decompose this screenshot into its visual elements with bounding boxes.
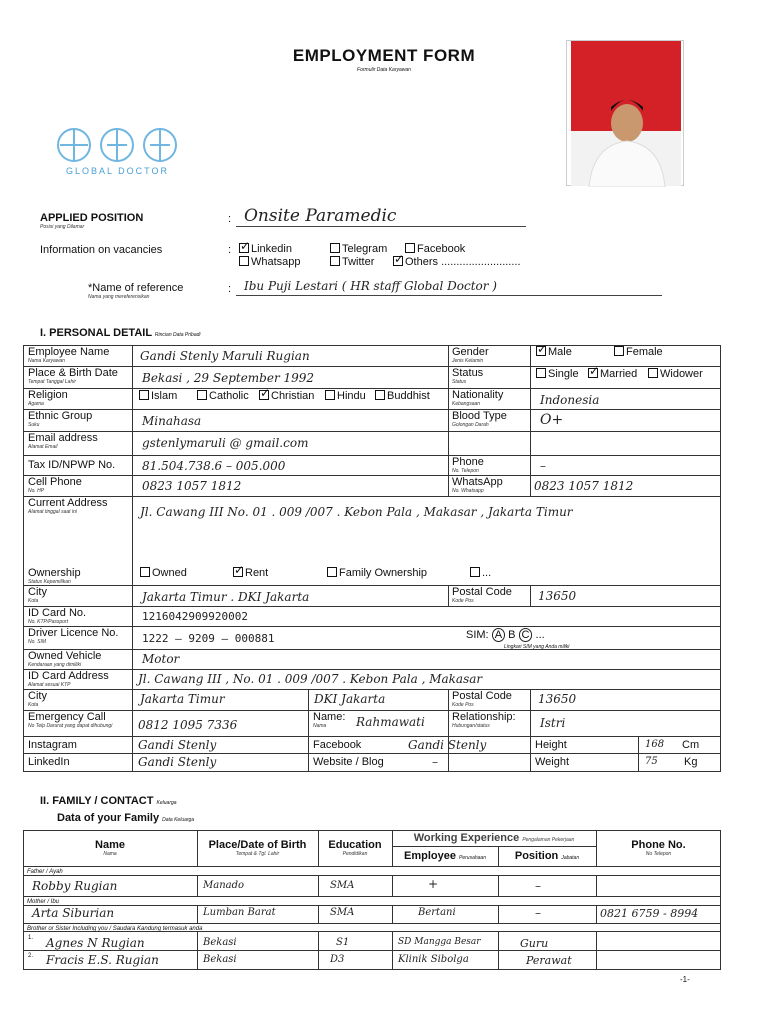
cell-phone-label: Cell Phone No. HP — [28, 476, 82, 494]
sibling-1-birth[interactable]: Bekasi — [203, 937, 237, 948]
website-label: Website / Blog — [313, 756, 384, 768]
religion-catholic[interactable]: Catholic — [197, 390, 249, 402]
family-subheading: Data of your Family Data Keluarga — [57, 812, 195, 824]
father-position[interactable]: – — [535, 879, 541, 893]
col-education: Education Pendidikan — [328, 839, 382, 857]
religion-christian[interactable]: ✓ Christian — [259, 390, 314, 402]
gender-male[interactable]: ✓Male — [536, 346, 572, 358]
idcard-value[interactable]: 1216042909920002 — [142, 610, 248, 623]
idaddress-value[interactable]: Jl. Cawang III , No. 01 . 009 /007 . Kebon Pala , Makasar — [138, 672, 483, 686]
sim-a: A — [492, 628, 505, 642]
sibling-1-name[interactable]: Agnes N Rugian — [46, 936, 145, 950]
ownership-other[interactable]: ... — [470, 567, 491, 579]
religion-islam[interactable]: Islam — [139, 390, 177, 402]
col-birth: Place/Date of Birth Tempat & Tgl. Lahir — [208, 839, 307, 857]
form-subtitle: Formulir Data Karyawan — [357, 67, 411, 73]
whatsapp-label: WhatsApp No. Whatsapp — [452, 476, 503, 494]
instagram-value[interactable]: Gandi Stenly — [138, 738, 217, 752]
sim-c: C — [519, 628, 533, 642]
vehicle-label: Owned Vehicle Kendaraan yang dimiliki — [28, 650, 102, 668]
postal-value[interactable]: 13650 — [538, 589, 577, 603]
option-twitter[interactable]: Twitter — [330, 256, 374, 268]
employee-name-value[interactable]: Gandi Stenly Maruli Rugian — [140, 349, 310, 363]
employee-name-label: Employee Name Nama Karyawan — [28, 346, 110, 364]
applied-position-line — [236, 226, 526, 227]
mother-phone[interactable]: 0821 6759 - 8994 — [600, 907, 699, 920]
option-facebook[interactable]: Facebook — [405, 243, 465, 255]
birth-label: Place & Birth Date Tempat Tanggal Lahir — [28, 367, 118, 385]
father-label: Father / Ayah — [27, 869, 63, 875]
religion-label: Religion Agama — [28, 389, 68, 407]
driver-label: Driver Licence No. No. SIM — [28, 627, 119, 645]
status-widower[interactable]: Widower — [648, 368, 703, 380]
page-number: -1- — [680, 975, 690, 984]
father-education[interactable]: SMA — [330, 880, 355, 891]
blood-value[interactable]: O+ — [540, 412, 564, 428]
sibling-2-position[interactable]: Perawat — [526, 954, 572, 967]
col-position: Position Jabatan — [514, 850, 580, 862]
gender-female[interactable]: Female — [614, 346, 663, 358]
mother-position[interactable]: – — [535, 906, 541, 920]
email-value[interactable]: gstenlymaruli @ gmail.com — [142, 436, 309, 450]
ownership-rent[interactable]: ✓ Rent — [233, 567, 268, 579]
religion-buddhist[interactable]: Buddhist — [375, 390, 430, 402]
applied-position-label: APPLIED POSITION Posisi yang Dilamar — [40, 212, 144, 230]
ec-name-value[interactable]: Rahmawati — [356, 715, 425, 729]
sibling-2-no: 2. — [28, 953, 34, 959]
facebook-label: Facebook — [313, 739, 362, 751]
instagram-label: Instagram — [28, 739, 77, 751]
height-unit: Cm — [682, 739, 700, 751]
blood-label: Blood Type Golongan Darah — [452, 410, 507, 428]
tax-label: Tax ID/NPWP No. — [28, 459, 116, 471]
postal2-value[interactable]: 13650 — [538, 692, 577, 706]
option-linkedin[interactable]: ✓ Linkedin — [239, 243, 292, 255]
reference-label: *Name of reference Nama yang mereferensikan — [88, 282, 184, 300]
height-value[interactable]: 168 — [645, 739, 665, 750]
postal-label: Postal Code Kode Pos — [452, 586, 512, 604]
applied-position-value[interactable]: Onsite Paramedic — [244, 206, 397, 226]
globaldoctor-logo — [55, 125, 180, 185]
sibling-2-birth[interactable]: Bekasi — [203, 954, 237, 965]
col-working-experience: Working Experience Pengalaman Pekerjaan — [413, 832, 575, 844]
nationality-label: Nationality Kebangsaan — [452, 389, 504, 407]
col-employee: Employee Perusahaan — [404, 850, 486, 862]
ec-name-label: Name: Nama — [313, 711, 346, 729]
sim-note: Lingkari SIM yang Anda miliki — [504, 644, 570, 650]
phone-value[interactable]: – — [540, 459, 546, 473]
mother-birth[interactable]: Lumban Barat — [203, 907, 276, 918]
weight-label: Weight — [535, 756, 570, 768]
city2-province[interactable]: DKI Jakarta — [314, 692, 386, 706]
status-married[interactable]: ✓ Married — [588, 368, 637, 380]
father-birth[interactable]: Manado — [203, 880, 245, 891]
relationship-value[interactable]: Istri — [540, 716, 566, 730]
col-phone: Phone No. No Telepon — [631, 839, 686, 857]
mother-label: Mother / Ibu — [27, 899, 60, 905]
email-label: Email address Alamat Email — [28, 432, 98, 450]
applicant-photo — [566, 40, 684, 186]
ownership-label: Ownership Status Kepemilikan — [28, 567, 81, 585]
sibling-2-name[interactable]: Fracis E.S. Rugian — [46, 953, 159, 967]
mother-education[interactable]: SMA — [330, 907, 355, 918]
mother-employee[interactable]: Bertani — [418, 907, 456, 918]
siblings-label: Brother or Sister Including you / Saudara Kandung termasuk anda — [27, 926, 203, 932]
logo-text: GLOBAL DOCTOR — [65, 166, 170, 176]
form-title: EMPLOYMENT FORM — [292, 46, 476, 65]
religion-hindu[interactable]: Hindu — [325, 390, 366, 402]
vacancies-label: Information on vacancies — [40, 244, 163, 256]
father-name[interactable]: Robby Rugian — [32, 879, 118, 893]
cell-phone-value[interactable]: 0823 1057 1812 — [142, 479, 242, 493]
sibling-2-employee[interactable]: Klinik Sibolga — [398, 954, 469, 965]
city2-label: City Kota — [28, 690, 47, 708]
tax-value[interactable]: 81.504.738.6 – 005.000 — [142, 459, 286, 473]
personal-heading: I. PERSONAL DETAIL Rincian Data Pribadi — [40, 327, 201, 339]
linkedin-label: LinkedIn — [28, 756, 70, 768]
family-heading: II. FAMILY / CONTACT Keluarga — [40, 795, 177, 807]
weight-unit: Kg — [684, 756, 698, 768]
city2-value[interactable]: Jakarta Timur — [140, 692, 225, 706]
status-single[interactable]: Single — [536, 368, 579, 380]
nationality-value[interactable]: Indonesia — [540, 393, 600, 407]
status-label: Status Status — [452, 367, 484, 385]
sibling-1-no: 1. — [28, 935, 34, 941]
facebook-value[interactable]: Gandi Stenly — [408, 738, 487, 752]
whatsapp-value[interactable]: 0823 1057 1812 — [534, 479, 634, 493]
vehicle-value[interactable]: Motor — [142, 652, 180, 666]
sim-classes[interactable]: SIM: A B C ... — [466, 629, 545, 641]
city-value[interactable]: Jakarta Timur . DKI Jakarta — [142, 590, 310, 604]
emergency-value[interactable]: 0812 1095 7336 — [138, 718, 238, 732]
emergency-label: Emergency Call No Telp Darurat yang dapat dihubungi — [28, 711, 113, 729]
relationship-label: Relationship: Hubungan/status — [452, 711, 516, 729]
ethnic-value[interactable]: Minahasa — [142, 414, 202, 428]
sim-b: B — [508, 629, 516, 641]
sibling-1-employee[interactable]: SD Mangga Besar — [398, 937, 481, 947]
phone-label: Phone No. Telepon — [452, 456, 484, 474]
gender-label: Gender Jenis Kelamin — [452, 346, 489, 364]
option-telegram[interactable]: Telegram — [330, 243, 387, 255]
address-label: Current Address Alamat tinggal saat ini — [28, 497, 108, 515]
city-label: City Kota — [28, 586, 47, 604]
address-value[interactable]: Jl. Cawang III No. 01 . 009 /007 . Kebon Pala , Makasar , Jakarta Timur — [140, 505, 573, 519]
weight-value[interactable]: 75 — [645, 756, 658, 767]
father-employee[interactable]: + — [428, 877, 439, 891]
sibling-1-position[interactable]: Guru — [520, 937, 549, 950]
option-whatsapp[interactable]: Whatsapp — [239, 256, 301, 268]
birth-value[interactable]: Bekasi , 29 September 1992 — [142, 371, 315, 385]
mother-name[interactable]: Arta Siburian — [32, 906, 115, 920]
ownership-owned[interactable]: Owned — [140, 567, 187, 579]
driver-value[interactable]: 1222 – 9209 – 000881 — [142, 632, 275, 645]
sibling-2-education[interactable]: D3 — [330, 954, 345, 965]
option-others[interactable]: ✓ Others .......................... — [393, 256, 521, 268]
ownership-family[interactable]: Family Ownership — [327, 567, 427, 579]
sibling-1-education[interactable]: S1 — [336, 937, 350, 948]
website-value[interactable]: – — [432, 755, 438, 769]
height-label: Height — [535, 739, 567, 751]
linkedin-value[interactable]: Gandi Stenly — [138, 755, 217, 769]
idcard-label: ID Card No. No. KTP/Passport — [28, 607, 87, 625]
ethnic-label: Ethnic Group Suku — [28, 410, 93, 428]
col-name: Name Nama — [95, 839, 125, 857]
idaddress-label: ID Card Address Alamat sesuai KTP — [28, 670, 109, 688]
postal2-label: Postal Code Kode Pos — [452, 690, 512, 708]
reference-value[interactable]: Ibu Puji Lestari ( HR staff Global Doctor ) — [244, 279, 497, 293]
